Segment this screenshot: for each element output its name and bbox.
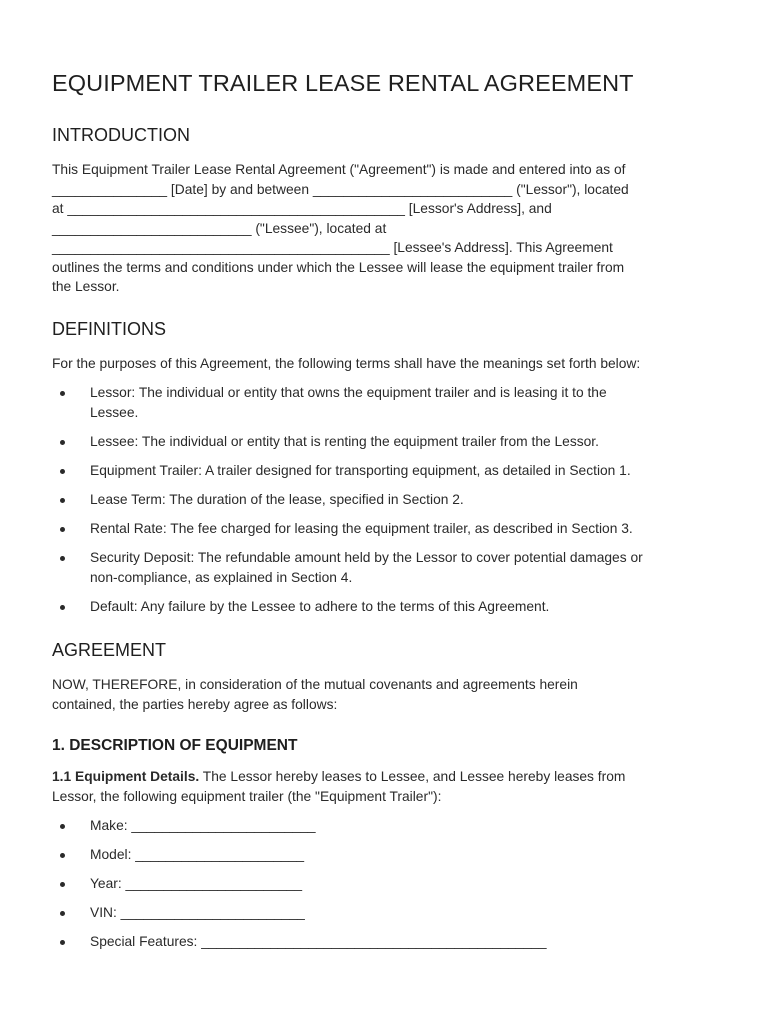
bullet-icon xyxy=(60,882,65,887)
introduction-line: This Equipment Trailer Lease Rental Agreement ("Agreement") is made and entered into as of xyxy=(52,162,626,177)
agreement-heading: AGREEMENT xyxy=(52,640,167,660)
introduction-line: __________________________ ("Lessee"), located at xyxy=(52,220,387,236)
bullet-icon xyxy=(60,911,65,916)
special-features-field: Special Features: _____________________________________________ xyxy=(90,934,547,949)
agreement-line: NOW, THEREFORE, in consideration of the mutual covenants and agreements herein xyxy=(52,677,578,692)
equipment-details-text: Lessor, the following equipment trailer (the "Equipment Trailer"): xyxy=(52,788,442,804)
definition-text: Equipment Trailer: A trailer designed for transporting equipment, as detailed in Section 1. xyxy=(90,463,631,478)
definitions-heading: DEFINITIONS xyxy=(52,319,167,339)
introduction-line: outlines the terms and conditions under which the Lessee will lease the equipment trailer from xyxy=(52,259,625,275)
bullet-icon xyxy=(60,391,65,396)
introduction-line: at ____________________________________________ [Lessor's Address], and xyxy=(52,201,552,216)
definition-text: Lessor: The individual or entity that owns the equipment trailer and is leasing it to the xyxy=(90,385,607,400)
introduction-line: ____________________________________________ [Lessee's Address]. This Agreement xyxy=(52,240,613,255)
document-title: EQUIPMENT TRAILER LEASE RENTAL AGREEMENT xyxy=(52,70,634,96)
bullet-icon xyxy=(60,498,65,503)
bullet-icon xyxy=(60,556,65,561)
definition-text: Default: Any failure by the Lessee to adhere to the terms of this Agreement. xyxy=(90,599,550,614)
introduction-heading: INTRODUCTION xyxy=(52,125,190,145)
definitions-intro xyxy=(52,354,718,374)
bullet-icon xyxy=(60,440,65,445)
bullet-icon xyxy=(60,527,65,532)
agreement-line: contained, the parties hereby agree as follows: xyxy=(52,696,338,712)
introduction-line: the Lessor. xyxy=(52,279,120,294)
definitions-intro-text: For the purposes of this Agreement, the following terms shall have the meanings set forth below: xyxy=(52,356,641,371)
introduction-paragraph xyxy=(52,160,718,297)
definition-text: Rental Rate: The fee charged for leasing the equipment trailer, as described in Section 3. xyxy=(90,521,633,536)
introduction-line: _______________ [Date] by and between __________________________ ("Lessor"), located xyxy=(52,181,629,197)
equipment-details-paragraph xyxy=(52,767,718,806)
model-field: Model: ______________________ xyxy=(90,847,305,862)
equipment-details-label: 1.1 Equipment Details. xyxy=(52,769,200,784)
definition-text: Lessee: The individual or entity that is renting the equipment trailer from the Lessor. xyxy=(90,434,599,449)
bullet-icon xyxy=(60,853,65,858)
section-1-heading: 1. DESCRIPTION OF EQUIPMENT xyxy=(52,737,298,754)
agreement-paragraph xyxy=(52,675,718,714)
bullet-icon xyxy=(60,469,65,474)
equipment-details-text: The Lessor hereby leases to Lessee, and Lessee hereby leases from xyxy=(199,769,626,784)
definition-text: Security Deposit: The refundable amount held by the Lessor to cover potential damages or xyxy=(90,550,643,565)
definition-text: Lessee. xyxy=(90,404,139,420)
bullet-icon xyxy=(60,940,65,945)
bullet-icon xyxy=(60,824,65,829)
make-field: Make: ________________________ xyxy=(90,818,316,833)
year-field: Year: _______________________ xyxy=(90,876,303,891)
definition-text: Lease Term: The duration of the lease, specified in Section 2. xyxy=(90,492,464,507)
bullet-icon xyxy=(60,605,65,610)
vin-field: VIN: ________________________ xyxy=(90,905,305,920)
definition-text: non-compliance, as explained in Section 4. xyxy=(90,569,353,585)
